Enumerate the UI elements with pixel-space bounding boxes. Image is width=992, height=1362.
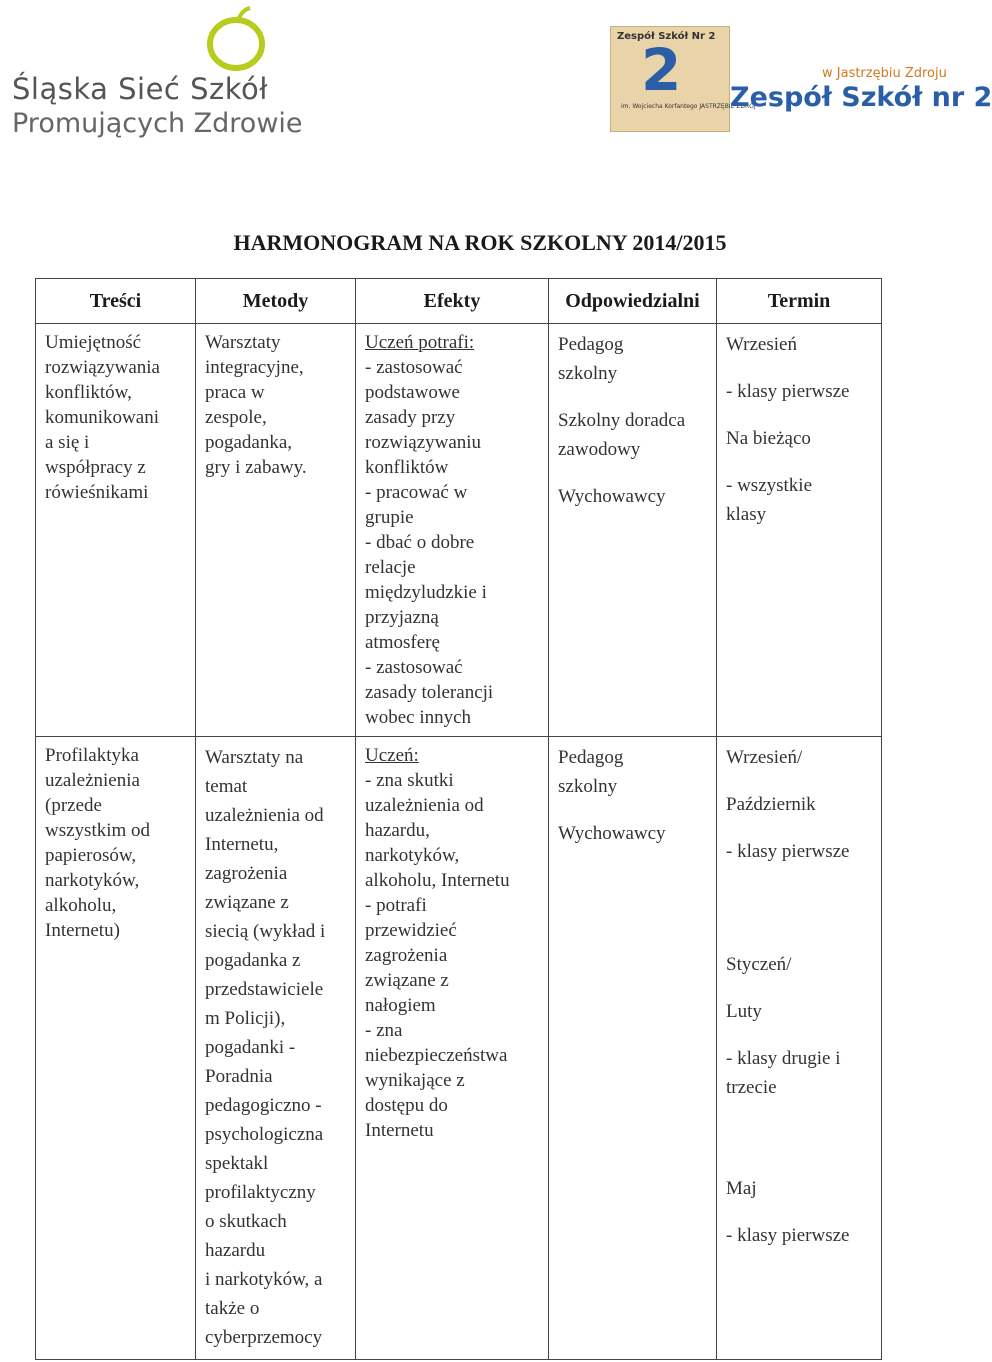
responsible-item: Wychowawcy [558,486,666,507]
schedule-table [35,278,882,1360]
header-row [36,279,882,324]
metody-text: Warsztaty integracyjne, praca w zespole, pogadanka, gry i zabawy. [205,332,307,478]
table-row [36,737,882,1360]
term-item: Maj [726,1178,757,1199]
term-item: - wszystkie klasy [726,475,813,525]
cell-metody [196,324,356,737]
responsible-item: Szkolny doradca zawodowy [558,410,686,460]
page-title: HARMONOGRAM NA ROK SZKOLNY 2014/2015 [233,230,727,255]
cell-metody [196,737,356,1360]
cell-tresci [36,737,196,1360]
term-item: - klasy pierwsze [726,381,850,402]
cell-termin [717,737,882,1360]
header-odpowiedzialni: Odpowiedzialni [549,279,717,324]
efekty-heading: Uczeń: [365,745,419,766]
responsible-item: Pedagog szkolny [558,334,624,384]
cell-termin [717,324,882,737]
table-row [36,324,882,737]
term-item: - klasy pierwsze [726,1225,850,1246]
efekty-heading: Uczeń potrafi: [365,332,475,353]
tresci-text: Profilaktyka uzależnienia (przede wszystkim od papierosów, narkotyków, alkoholu, Internetu) [45,745,151,941]
term-item: Październik [726,794,816,815]
apple-logo-icon [198,6,276,76]
logo-city: w Jastrzębiu Zdroju [822,66,947,81]
term-item: Luty [726,1001,762,1022]
cell-odpowiedzialni [549,737,717,1360]
term-item: Wrzesień/ [726,747,803,768]
term-item: - klasy pierwsze [726,841,850,862]
efekty-text: - zna skutki uzależnienia od hazardu, narkotyków, alkoholu, Internetu - potrafi przewidzieć zagrożenia związane z nałogiem - zna niebezpieczeństwa wynikające z dostępu do Internetu [365,770,510,1141]
logo-left-line2: Promujących Zdrowie [12,108,303,139]
cell-odpowiedzialni [549,324,717,737]
cell-tresci [36,324,196,737]
header-tresci: Treści [36,279,196,324]
tresci-text: Umiejętność rozwiązywania konfliktów, komunikowani a się i współpracy z rówieśnikami [45,332,160,503]
logo-left-line1: Śląska Sieć Szkół [12,72,268,106]
header-efekty: Efekty [356,279,549,324]
term-gap [726,884,873,950]
term-item: Styczeń/ [726,954,792,975]
term-item: Wrzesień [726,334,797,355]
responsible-item: Pedagog szkolny [558,747,624,797]
logo-school-name: Zespół Szkół nr 2 [730,82,992,113]
badge-subtext: im. Wojciecha Korfantego JASTRZĘBIE ZDRÓJ [621,103,756,110]
efekty-text: - zastosować podstawowe zasady przy rozwiązywaniu konfliktów - pracować w grupie - dbać o dobre relacje międzyludzkie i przyjazną atmosferę - zastosować zasady tolerancji wobec innych [365,357,494,728]
term-item: - klasy drugie i trzecie [726,1048,841,1098]
logo-slaska-siec [8,6,303,146]
school-badge [610,26,756,132]
logo-zespol-szkol [610,26,992,130]
term-gap [726,1120,873,1174]
badge-number: 2 [641,36,682,104]
metody-text: Warsztaty na temat uzależnienia od Internetu, zagrożenia związane z siecią (wykład i pogadanka z przedstawiciele m Policji), pogadanki - Poradnia pedagogiczno - psychologiczna spektakl profilaktyczny o skutkach hazardu i narkotyków, a także o cyberprzemocy [205,747,326,1348]
term-item: Na bieżąco [726,428,811,449]
responsible-item: Wychowawcy [558,823,666,844]
header-metody: Metody [196,279,356,324]
badge-label: Zespół Szkół Nr 2 [617,31,716,42]
cell-efekty [356,324,549,737]
cell-efekty [356,737,549,1360]
header-termin: Termin [717,279,882,324]
